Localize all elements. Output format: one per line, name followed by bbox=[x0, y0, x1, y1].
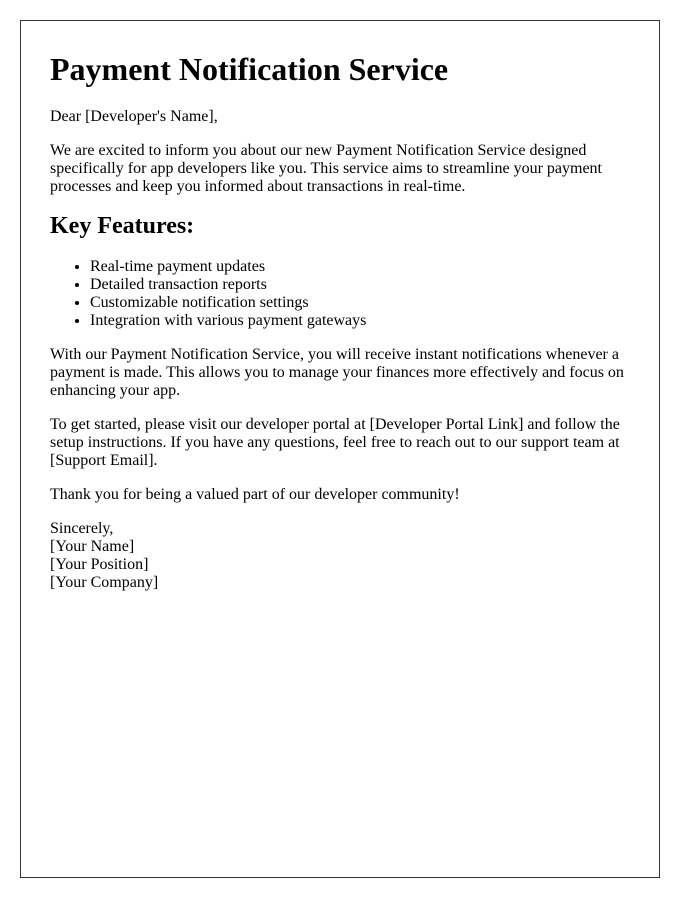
closing: Sincerely, bbox=[50, 520, 114, 537]
benefits-paragraph: With our Payment Notification Service, you will receive instant notifications whenever a payment is made. This allows you to manage your finances more effectively and focus on enhancing your app. bbox=[50, 346, 624, 399]
list-item: • Customizable notification settings bbox=[90, 294, 632, 312]
list-item: • Integration with various payment gateways bbox=[90, 312, 632, 330]
list-item: • Detailed transaction reports bbox=[90, 276, 632, 294]
thanks-paragraph: Thank you for being a valued part of our developer community! bbox=[50, 486, 460, 503]
getting-started-paragraph: To get started, please visit our developer portal at [Developer Portal Link] and follow the setup instructions. If you have any questions, feel free to reach out to our support team at [Support Email]. bbox=[50, 416, 620, 469]
signature-block bbox=[50, 520, 632, 592]
features-list bbox=[50, 258, 632, 330]
signer-position: [Your Position] bbox=[50, 556, 149, 573]
letter-content bbox=[50, 50, 632, 592]
greeting: Dear [Developer's Name], bbox=[50, 108, 218, 125]
signer-name: [Your Name] bbox=[50, 538, 135, 555]
list-item: • Real-time payment updates bbox=[90, 258, 632, 276]
letter-title: Payment Notification Service bbox=[50, 51, 449, 87]
intro-paragraph: We are excited to inform you about our new Payment Notification Service designed specifically for app developers like you. This service aims to streamline your payment processes and keep you informed about transactions in real-time. bbox=[50, 142, 602, 195]
signer-company: [Your Company] bbox=[50, 574, 159, 591]
letter-page bbox=[20, 20, 660, 878]
features-heading: Key Features: bbox=[50, 213, 195, 239]
